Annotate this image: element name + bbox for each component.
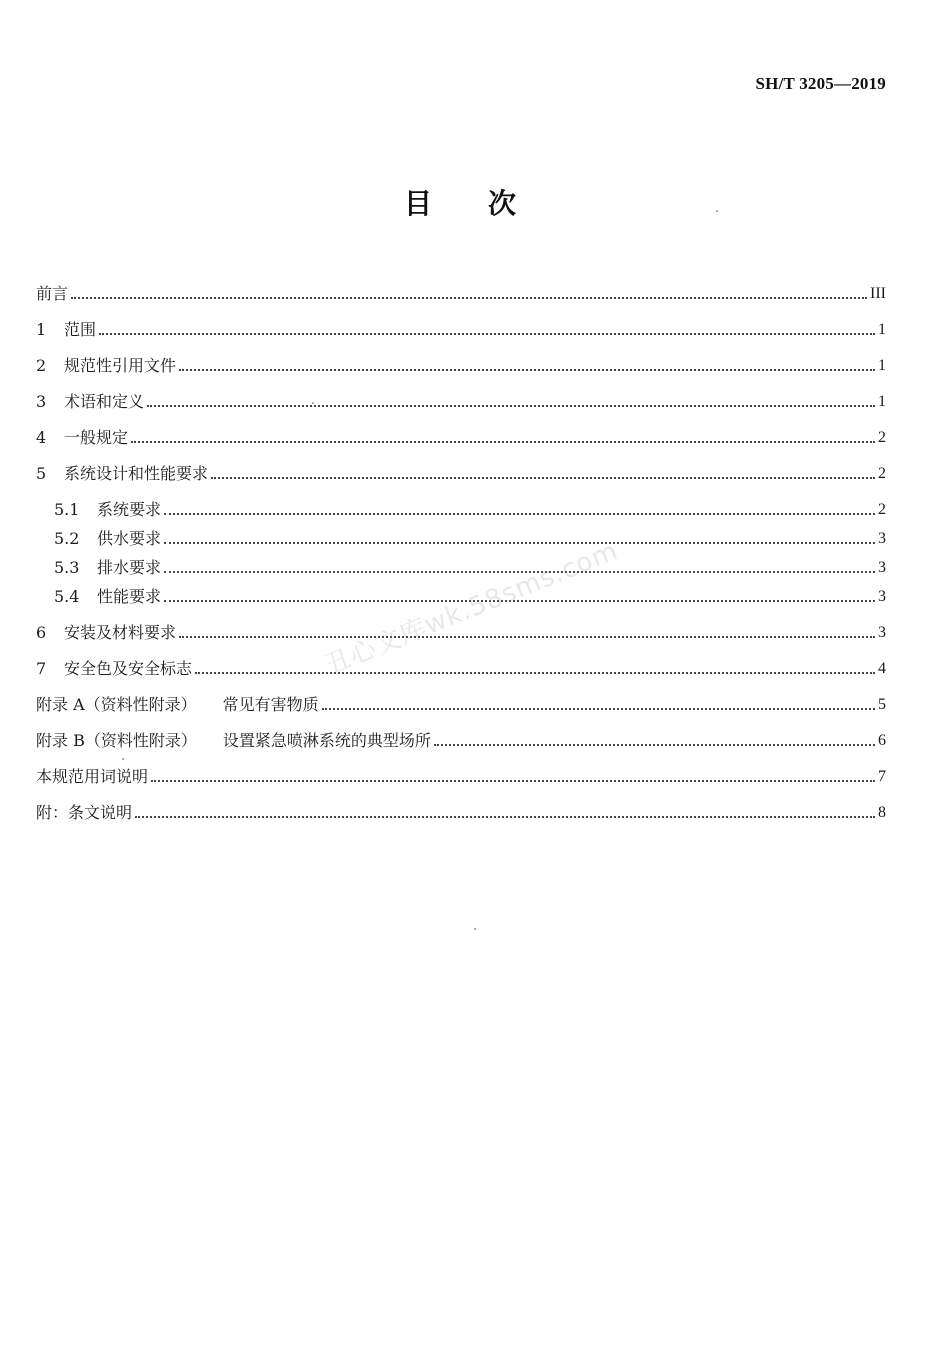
toc-leader [164,600,875,602]
toc-entry-label: 范围 [64,320,97,339]
toc-entry-2[interactable] [36,352,886,376]
toc-entry-page: 3 [878,559,886,576]
toc-entry-number: 5.1 [54,500,80,519]
toc-entry-1[interactable] [36,316,886,340]
toc-leader [211,477,875,479]
scan-speck [122,758,124,760]
toc-entry-preface[interactable] [36,280,886,304]
toc-entry-number: 附录 A（资料性附录） [36,695,197,714]
toc-entry-number: 5.4 [54,587,80,606]
toc-entry-page: 2 [878,429,886,446]
toc-entry-label: 系统要求 [97,500,162,519]
standard-code: SH/T 3205—2019 [755,74,886,93]
toc-entry-page: 3 [878,624,886,641]
toc-entry-5-1[interactable] [54,496,886,520]
toc-entry-number: 附录 B（资料性附录） [36,731,197,750]
page-title-char-1: 目 [403,187,432,220]
toc-entry-label: 性能要求 [97,587,162,606]
toc-entry-label: 本规范用词说明 [36,767,149,786]
toc-entry-label: 前言 [36,284,69,303]
toc-leader [131,441,875,443]
toc-entry-number: 5 [36,464,47,483]
toc-entry-number: 6 [36,623,47,642]
toc-entry-label: 规范性引用文件 [64,356,177,375]
toc-entry-number: 5.3 [54,558,80,577]
scan-speck [312,402,314,404]
toc-leader [434,744,875,746]
toc-entry-page: 5 [878,696,886,713]
toc-entry-label: 术语和定义 [64,392,145,411]
scan-speck [474,928,476,930]
toc-leader [164,542,875,544]
toc-entry-5-2[interactable] [54,525,886,549]
toc-entry-label: 附：条文说明 [36,803,133,822]
page-title-char-2: 次 [488,187,517,220]
page-title [0,182,920,222]
toc-entry-terminology[interactable] [36,763,886,787]
toc-entry-page: 8 [878,804,886,821]
toc-entry-page: 2 [878,465,886,482]
toc-entry-5-3[interactable] [54,554,886,578]
toc-entry-label: 一般规定 [64,428,129,447]
toc-entry-page: 2 [878,501,886,518]
toc-entry-label: 排水要求 [97,558,162,577]
toc-leader [195,672,875,674]
watermark: 丑心文库wk.58sms.com [320,535,623,682]
toc-entry-page: 1 [878,393,886,410]
toc-entry-5-4[interactable] [54,583,886,607]
toc-leader [99,333,875,335]
toc-entry-appendix-a[interactable] [36,691,886,715]
toc-leader [164,571,875,573]
toc-entry-label: 供水要求 [97,529,162,548]
toc-entry-number: 7 [36,659,47,678]
toc-entry-label: 设置紧急喷淋系统的典型场所 [222,731,431,750]
toc-entry-page: 3 [878,530,886,547]
toc-leader [147,405,875,407]
toc-entry-page: 1 [878,321,886,338]
toc-entry-4[interactable] [36,424,886,448]
toc-leader [151,780,875,782]
toc-entry-page: 1 [878,357,886,374]
toc-entry-6[interactable] [36,619,886,643]
toc-entry-label: 系统设计和性能要求 [64,464,209,483]
toc-entry-appendix-b[interactable] [36,727,886,751]
toc-leader [322,708,875,710]
toc-entry-label: 安装及材料要求 [64,623,177,642]
toc-entry-page: 6 [878,732,886,749]
toc-entry-page: III [870,285,886,302]
toc-entry-label: 安全色及安全标志 [64,659,193,678]
toc-leader [179,369,875,371]
toc-entry-3[interactable] [36,388,886,412]
toc-entry-number: 5.2 [54,529,80,548]
toc-entry-label: 常见有害物质 [222,695,319,714]
toc-entry-page: 3 [878,588,886,605]
toc-entry-page: 7 [878,768,886,785]
toc-leader [179,636,875,638]
toc-leader [164,513,875,515]
toc-entry-number: 2 [36,356,47,375]
toc-entry-number: 3 [36,392,47,411]
toc-entry-5[interactable] [36,460,886,484]
toc-leader [135,816,875,818]
toc-entry-7[interactable] [36,655,886,679]
toc-entry-number: 1 [36,320,47,339]
toc-entry-number: 4 [36,428,47,447]
toc-entry-page: 4 [878,660,886,677]
scan-speck [716,210,718,212]
toc-entry-explanation[interactable] [36,799,886,823]
toc-leader [71,297,867,299]
